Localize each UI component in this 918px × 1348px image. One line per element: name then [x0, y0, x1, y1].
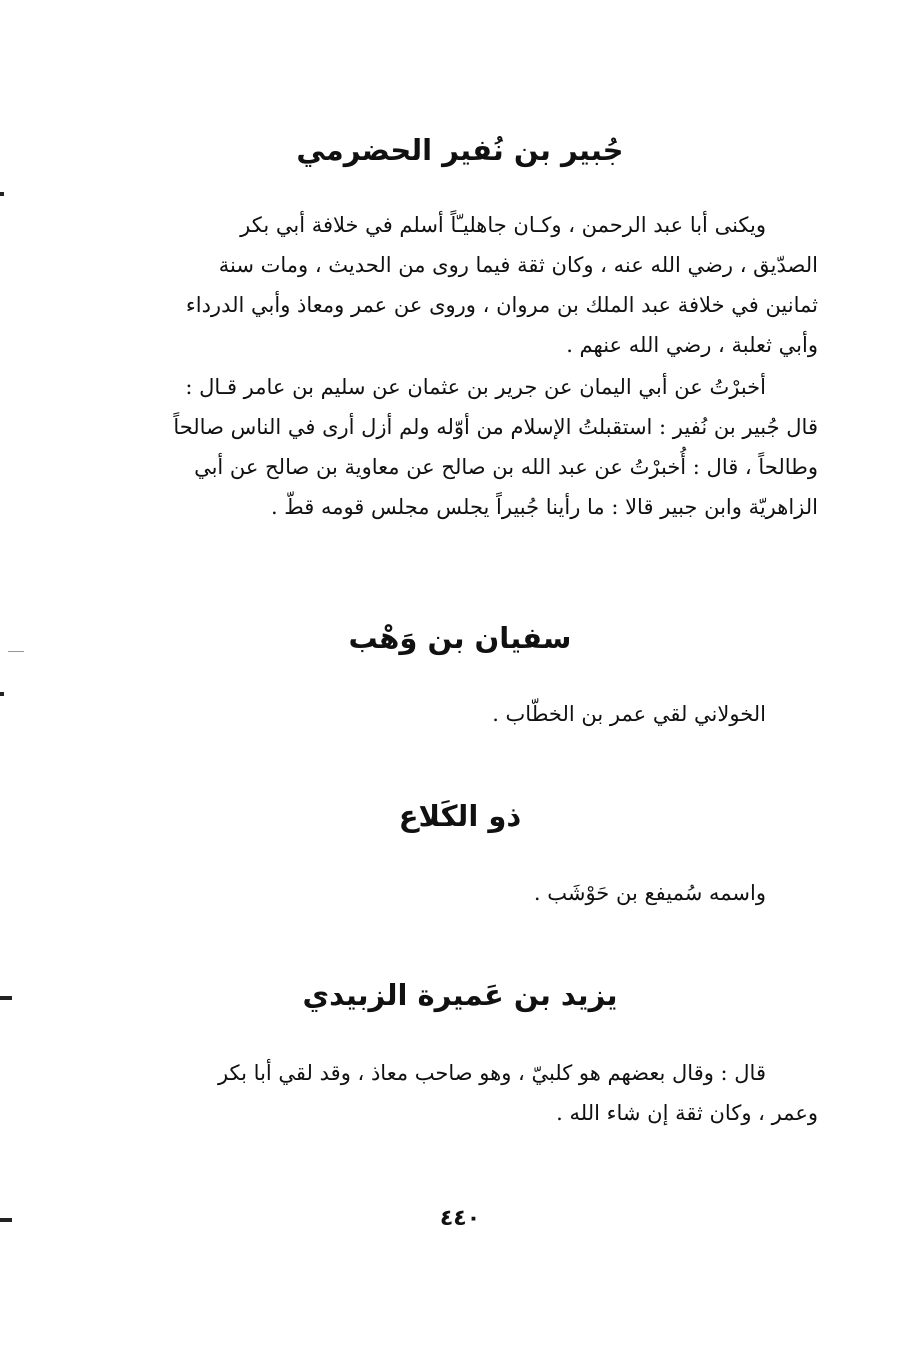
text-line: الزاهريّة وابن جبير قالا : ما رأينا جُبيراً يجلس مجلس قومه قطّ .	[270, 495, 818, 519]
section-heading-jubayr: جُبير بن نُفير الحضرمي	[296, 133, 624, 167]
text-line: أخبرْتُ عن أبي اليمان عن جرير بن عثمان عن سليم بن عامر قـال :	[185, 375, 766, 399]
text-line: قال : وقال بعضهم هو كلبيّ ، وهو صاحب معاذ ، وقد لقي أبا بكر	[217, 1061, 766, 1085]
section-heading-sufyan: سفيان بن وَهْب	[348, 621, 572, 655]
paragraph-dhul-kala	[118, 873, 818, 913]
scan-margin-mark	[0, 996, 12, 1000]
scan-margin-mark	[0, 1218, 12, 1222]
scan-margin-mark	[8, 651, 24, 652]
paragraph-sufyan	[118, 694, 818, 734]
page-number: ٤٤٠	[439, 1206, 481, 1231]
text-line: ويكنى أبا عبد الرحمن ، وكـان جاهليـّاً أسلم في خلافة أبي بكر	[240, 213, 766, 237]
text-line: قال جُبير بن نُفير : استقبلتُ الإسلام من أوّله ولم أزل أرى في الناس صالحاً	[173, 415, 818, 439]
scan-margin-mark	[0, 192, 4, 196]
text-line: وطالحاً ، قال : أُخبرْتُ عن عبد الله بن صالح عن معاوية بن صالح عن أبي	[194, 455, 818, 479]
text-line: وأبي ثعلبة ، رضي الله عنهم .	[566, 333, 818, 357]
section-heading-yazid: يزيد بن عَميرة الزبيدي	[302, 978, 618, 1012]
text-line: واسمه سُميفع بن حَوْشَب .	[533, 881, 766, 905]
scan-margin-mark	[0, 692, 4, 696]
text-line: ثمانين في خلافة عبد الملك بن مروان ، وروى عن عمر ومعاذ وأبي الدرداء	[185, 293, 818, 317]
paragraph-jubayr-bio	[118, 205, 818, 365]
paragraph-yazid	[118, 1053, 818, 1133]
text-line: وعمر ، وكان ثقة إن شاء الله .	[556, 1101, 818, 1125]
text-line: الخولاني لقي عمر بن الخطّاب .	[492, 702, 766, 726]
text-line: الصدّيق ، رضي الله عنه ، وكان ثقة فيما روى من الحديث ، ومات سنة	[218, 253, 818, 277]
paragraph-jubayr-narration	[118, 367, 818, 527]
section-heading-dhul-kala: ذو الكَلاع	[398, 799, 522, 833]
